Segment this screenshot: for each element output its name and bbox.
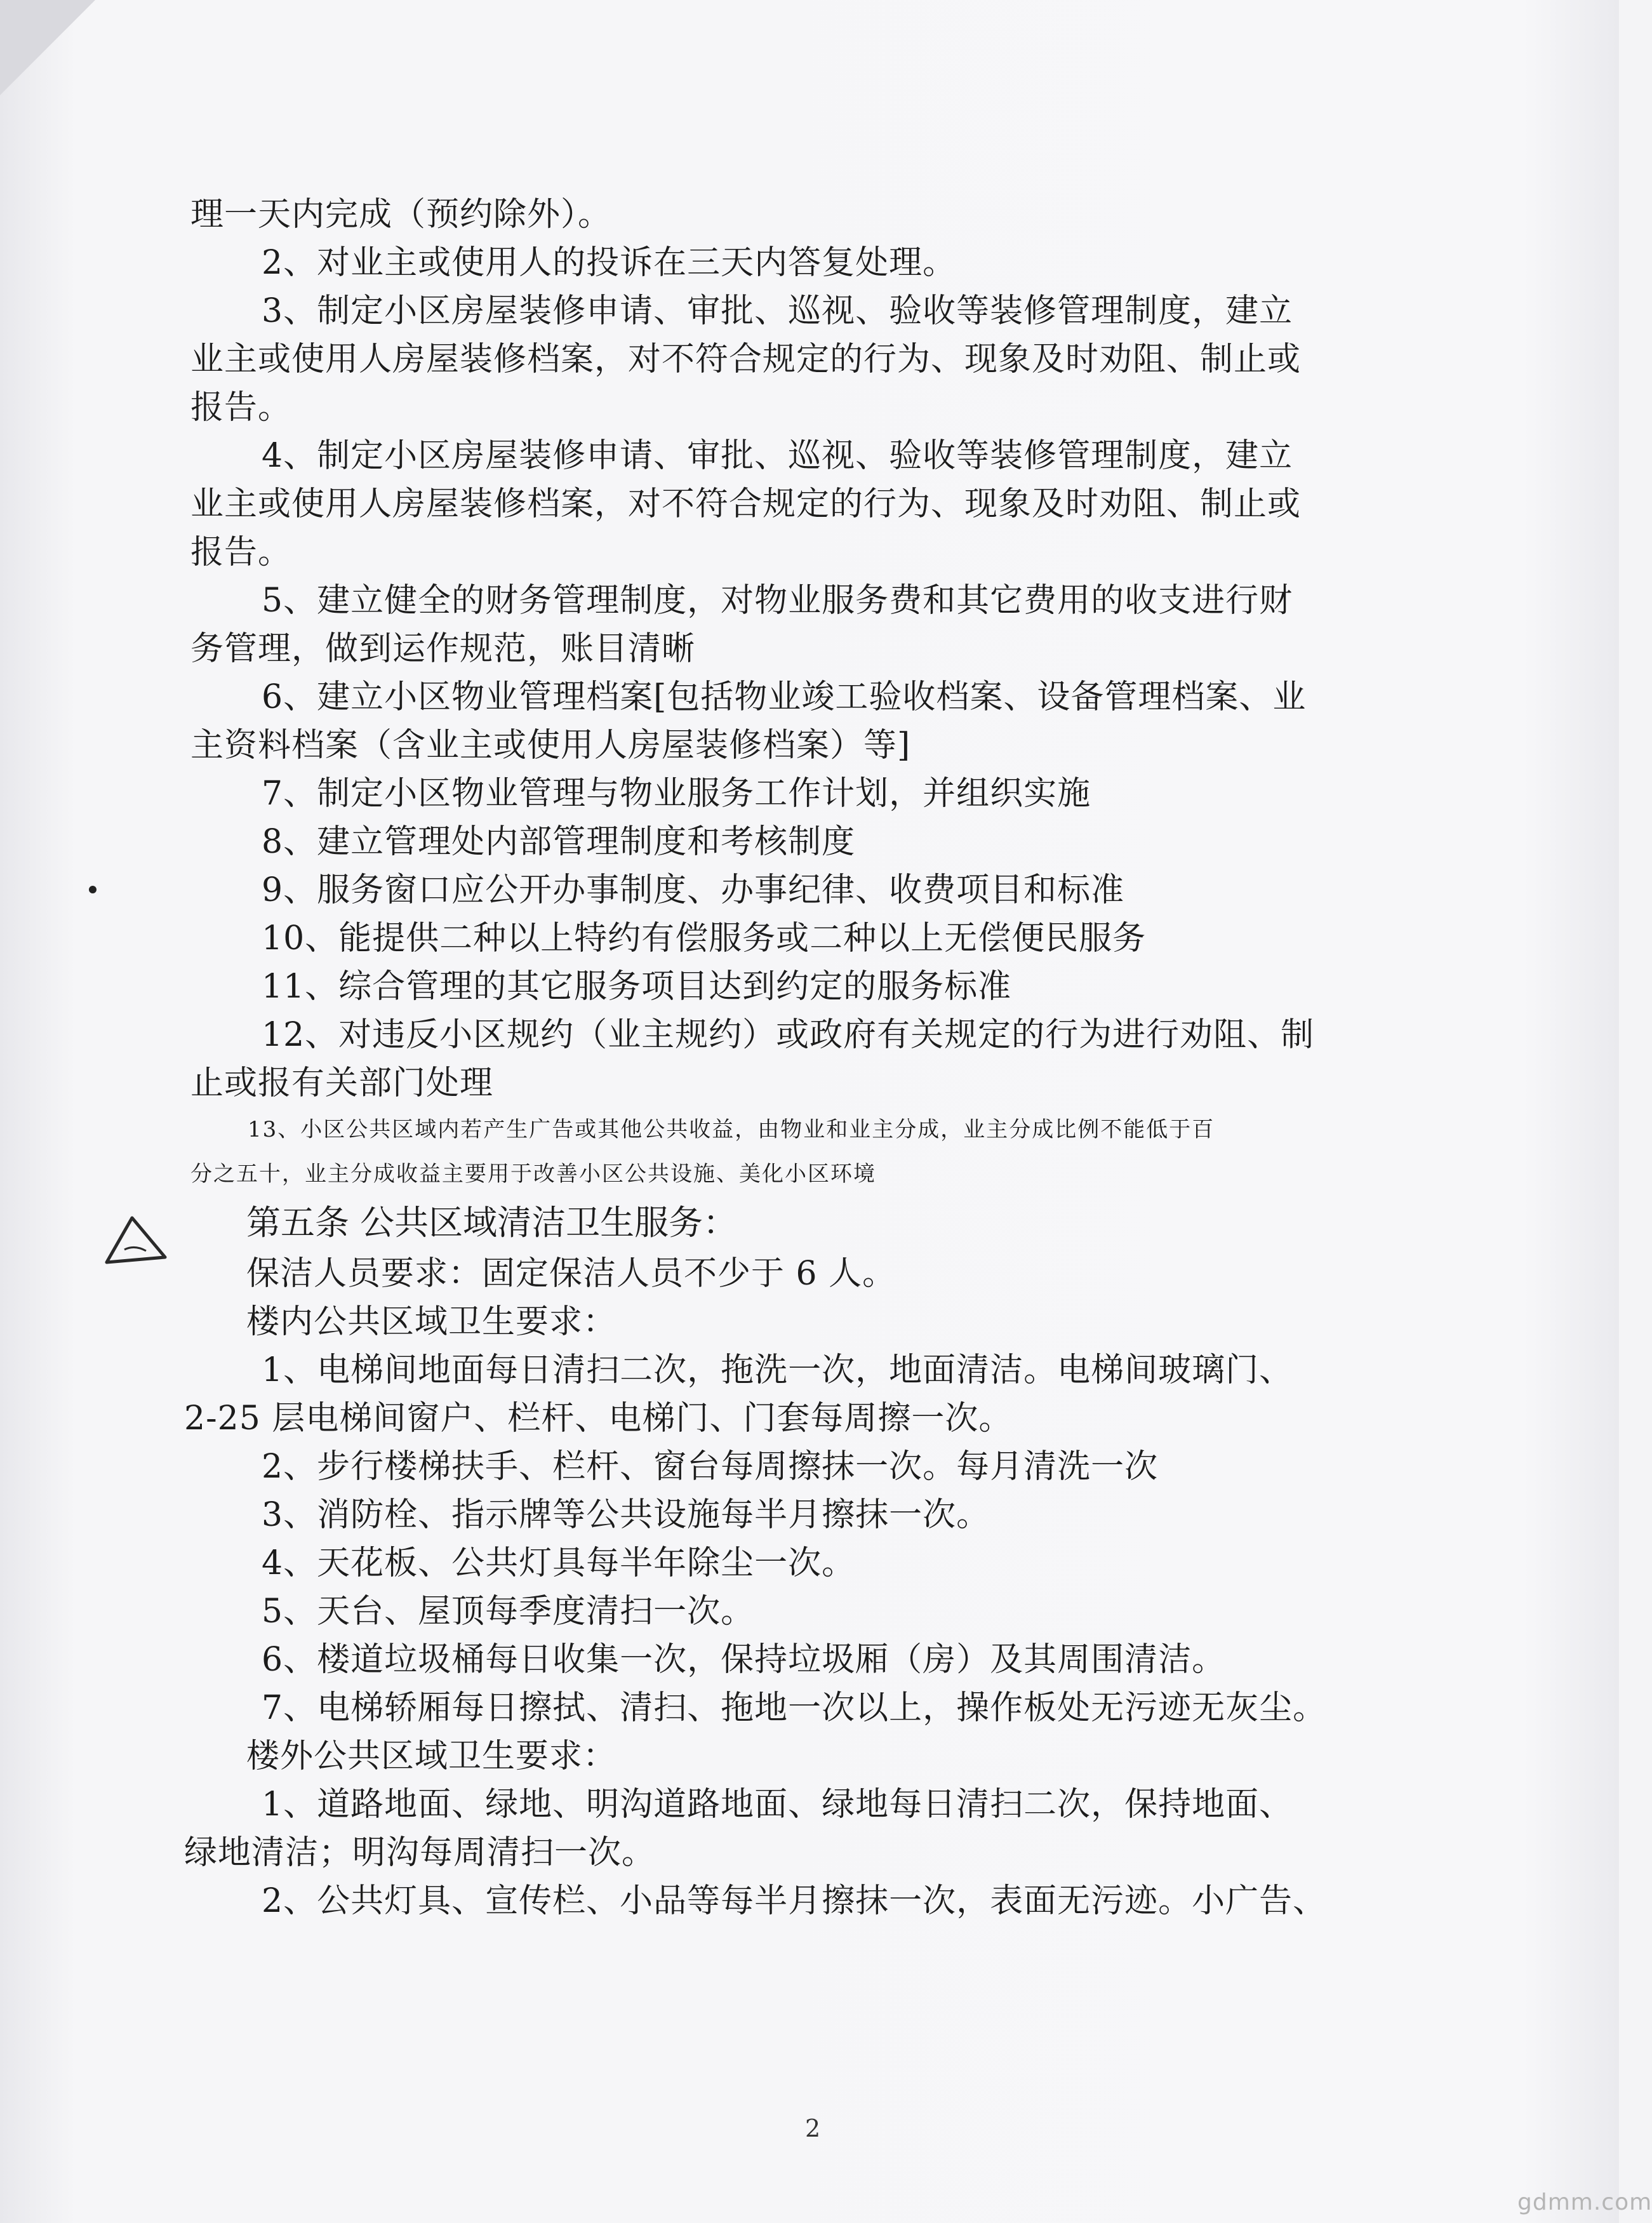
- watermark: gdmm.com: [1517, 2189, 1652, 2215]
- text-line: 2、对业主或使用人的投诉在三天内答复处理。: [262, 244, 957, 282]
- text-line: 主资料档案（含业主或使用人房屋装修档案）等]: [190, 726, 911, 764]
- text-line: 理一天内完成（预约除外）。: [190, 196, 612, 234]
- text-line: 务管理，做到运作规范，账目清晰: [190, 630, 696, 668]
- text-line: 9、服务窗口应公开办事制度、办事纪律、收费项目和标准: [262, 871, 1125, 909]
- text-line: 绿地清洁；明沟每周清扫一次。: [184, 1834, 656, 1872]
- document-body: [184, 190, 1435, 1925]
- text-line: 3、消防栓、指示牌等公共设施每半月擦抹一次。: [262, 1496, 990, 1534]
- text-line: 10、能提供二种以上特约有偿服务或二种以上无偿便民服务: [262, 919, 1147, 958]
- text-line: 2-25 层电梯间窗户、栏杆、电梯门、门套每周擦一次。: [184, 1399, 1013, 1438]
- section-heading: 第五条 公共区域清洁卫生服务：: [246, 1203, 738, 1243]
- text-line: 5、天台、屋顶每季度清扫一次。: [262, 1592, 755, 1631]
- text-line: 报告。: [190, 389, 292, 427]
- text-line: 止或报有关部门处理: [190, 1064, 494, 1102]
- text-line-small: 分之五十，业主分成收益主要用于改善小区公共设施、美化小区环境: [190, 1161, 876, 1187]
- handwritten-triangle-mark: [102, 1213, 171, 1270]
- text-line: 业主或使用人房屋装修档案，对不符合规定的行为、现象及时劝阻、制止或: [190, 340, 1302, 378]
- text-line: 6、建立小区物业管理档案[包括物业竣工验收档案、设备管理档案、业: [262, 678, 1307, 716]
- subheading: 楼内公共区域卫生要求：: [246, 1303, 617, 1341]
- folded-corner: [0, 0, 95, 95]
- text-line-small: 13、小区公共区域内若产生广告或其他公共收益，由物业和业主分成，业主分成比例不能低于百: [248, 1117, 1215, 1142]
- text-line: 2、步行楼梯扶手、栏杆、窗台每周擦抹一次。每月清洗一次: [262, 1448, 1159, 1486]
- text-line: 12、对违反小区规约（业主规约）或政府有关规定的行为进行劝阻、制: [262, 1016, 1315, 1054]
- text-line: 3、制定小区房屋装修申请、审批、巡视、验收等装修管理制度，建立: [262, 292, 1293, 330]
- text-line: 4、天花板、公共灯具每半年除尘一次。: [262, 1544, 856, 1582]
- text-line: 8、建立管理处内部管理制度和考核制度: [262, 823, 856, 861]
- text-line: 报告。: [190, 533, 292, 571]
- text-line: 1、电梯间地面每日清扫二次，拖洗一次，地面清洁。电梯间玻璃门、: [262, 1351, 1293, 1389]
- subheading: 楼外公共区域卫生要求：: [246, 1737, 617, 1775]
- text-line: 4、制定小区房屋装修申请、审批、巡视、验收等装修管理制度，建立: [262, 437, 1293, 475]
- text-line: 6、楼道垃圾桶每日收集一次，保持垃圾厢（房）及其周围清洁。: [262, 1641, 1226, 1679]
- text-line: 11、综合管理的其它服务项目达到约定的服务标准: [262, 968, 1012, 1006]
- page-number: 2: [805, 2114, 821, 2142]
- text-line: 7、电梯轿厢每日擦拭、清扫、拖地一次以上，操作板处无污迹无灰尘。: [262, 1689, 1327, 1727]
- text-line: 保洁人员要求：固定保洁人员不少于 6 人。: [246, 1255, 896, 1293]
- text-line: 业主或使用人房屋装修档案，对不符合规定的行为、现象及时劝阻、制止或: [190, 485, 1302, 523]
- ink-dot: [89, 886, 97, 893]
- text-line: 5、建立健全的财务管理制度，对物业服务费和其它费用的收支进行财: [262, 582, 1293, 620]
- text-line: 2、公共灯具、宣传栏、小品等每半月擦抹一次，表面无污迹。小广告、: [262, 1882, 1327, 1920]
- text-line: 7、制定小区物业管理与物业服务工作计划，并组织实施: [262, 775, 1091, 813]
- text-line: 1、道路地面、绿地、明沟道路地面、绿地每日清扫二次，保持地面、: [262, 1786, 1293, 1824]
